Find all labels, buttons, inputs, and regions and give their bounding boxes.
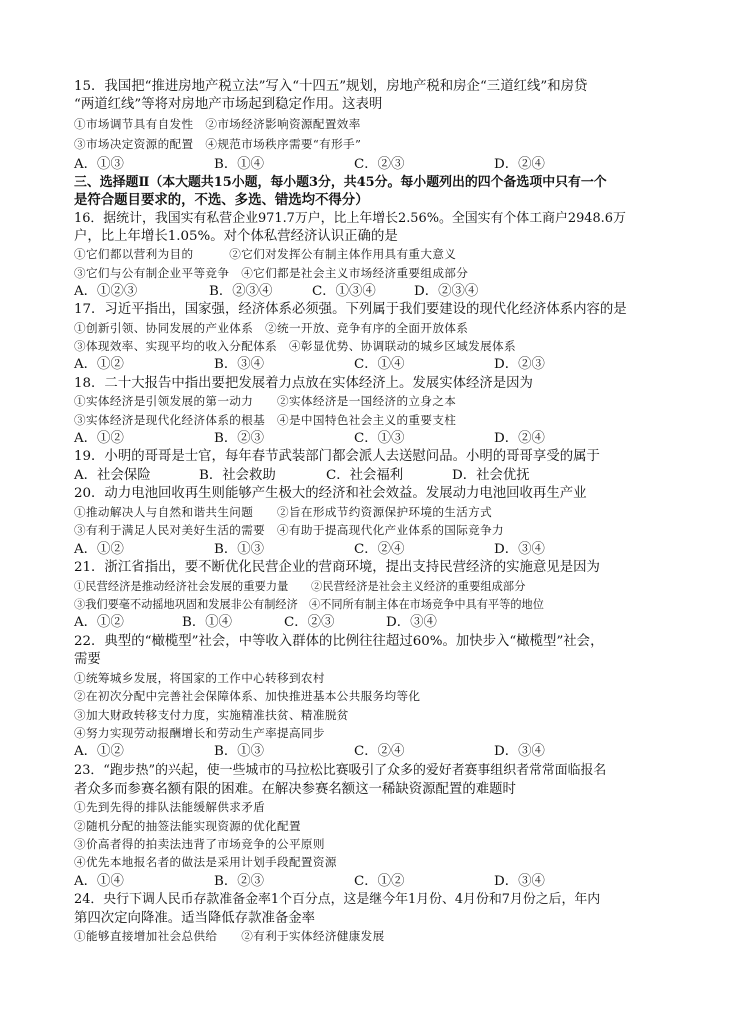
q21-choice-a[interactable]: A．①② bbox=[74, 615, 124, 630]
q19-choices bbox=[74, 466, 634, 485]
q22-choice-d[interactable]: D．③④ bbox=[494, 744, 545, 759]
q23-option-line3: ③价高者得的拍卖法违背了市场竞争的公平原则 bbox=[74, 837, 325, 851]
q17-choice-c[interactable]: C．①④ bbox=[354, 357, 405, 372]
q16-choice-b[interactable]: B．②③④ bbox=[209, 284, 273, 299]
q23-option-line2: ②随机分配的抽签法能实现资源的优化配置 bbox=[74, 819, 301, 833]
q20-option-line2: ③有利于满足人民对美好生活的需要 ④有助于提高现代化产业体系的国际竞争力 bbox=[74, 523, 504, 537]
q24-stem-line1: 24．央行下调人民币存款准备金率1个百分点，这是继今年1月份、4月份和7月份之后，年内 bbox=[74, 892, 601, 907]
q23-choice-b[interactable]: B．②③ bbox=[214, 874, 265, 889]
q18-stem-line1: 18．二十大报告中指出要把发展着力点放在实体经济上。发展实体经济是因为 bbox=[74, 376, 533, 391]
q15-stem-line1: 15．我国把“推进房地产税立法”写入“十四五”规划，房地产税和房企“三道红线”和房贷 bbox=[74, 79, 588, 94]
q17-choice-a[interactable]: A．①② bbox=[74, 357, 124, 372]
q17-stem-line1: 17．习近平指出，国家强，经济体系必须强。下列属于我们要建设的现代化经济体系内容的是 bbox=[74, 302, 627, 317]
q23-choice-c[interactable]: C．①② bbox=[354, 874, 405, 889]
q24-option-line1: ①能够直接增加社会总供给 ②有利于实体经济健康发展 bbox=[74, 929, 385, 943]
q15-choice-b[interactable]: B．①④ bbox=[214, 157, 265, 172]
q17-choice-d[interactable]: D．②③ bbox=[494, 357, 545, 372]
q19-choice-d[interactable]: D．社会优抚 bbox=[452, 468, 530, 483]
q17-choices bbox=[74, 355, 634, 374]
q16-choice-c[interactable]: C．①③④ bbox=[312, 284, 376, 299]
q22-stem-line2: 需要 bbox=[74, 652, 101, 667]
q22-option-line1: ①统筹城乡发展，将国家的工作中心转移到农村 bbox=[74, 671, 325, 685]
q23-choice-a[interactable]: A．①④ bbox=[74, 874, 124, 889]
q21-choices bbox=[74, 613, 634, 632]
q21-option-line2: ③我们要毫不动摇地巩固和发展非公有制经济 ④不同所有制主体在市场竞争中具有平等的地位 bbox=[74, 598, 544, 611]
q15-choice-d[interactable]: D．②④ bbox=[494, 157, 545, 172]
q19-choice-a[interactable]: A．社会保险 bbox=[74, 468, 151, 483]
q22-option-line4: ④努力实现劳动报酬增长和劳动生产率提高同步 bbox=[74, 726, 325, 740]
q21-choice-b[interactable]: B．①④ bbox=[182, 615, 233, 630]
q18-option-line2: ③实体经济是现代化经济体系的根基 ④是中国特色社会主义的重要支柱 bbox=[74, 413, 457, 427]
q20-choice-b[interactable]: B．①③ bbox=[214, 542, 265, 557]
section-header-line2: 是符合题目要求的，不选、多选、错选均不得分） bbox=[74, 192, 369, 208]
q16-stem-line2: 户，比上年增长1.05%。对个体私营经济认识正确的是 bbox=[74, 229, 398, 244]
q21-stem-line1: 21．浙江省指出，要不断优化民营企业的营商环境，提出支持民营经济的实施意见是因为 bbox=[74, 560, 600, 575]
q18-choice-a[interactable]: A．①② bbox=[74, 431, 124, 446]
q15-stem-line2: “两道红线”等将对房地产市场起到稳定作用。这表明 bbox=[74, 97, 383, 112]
q23-choices bbox=[74, 872, 634, 891]
q24-stem-line2: 第四次定向降准。适当降低存款准备金率 bbox=[74, 911, 316, 926]
q20-choice-c[interactable]: C．②④ bbox=[354, 542, 405, 557]
q21-choice-d[interactable]: D．③④ bbox=[386, 615, 437, 630]
q20-choice-a[interactable]: A．①② bbox=[74, 542, 124, 557]
q17-choice-b[interactable]: B．③④ bbox=[214, 357, 265, 372]
q15-option-line1: ①市场调节具有自发性 ②市场经济影响资源配置效率 bbox=[74, 117, 361, 131]
q19-choice-c[interactable]: C．社会福利 bbox=[326, 468, 404, 483]
q16-choice-d[interactable]: D．②③④ bbox=[414, 284, 479, 299]
q19-stem-line1: 19．小明的哥哥是士官，每年春节武装部门都会派人去送慰问品。小明的哥哥享受的属于 bbox=[74, 449, 600, 464]
q15-choices bbox=[74, 155, 634, 174]
q16-choice-a[interactable]: A．①②③ bbox=[74, 284, 138, 299]
q17-option-line2: ③体现效率、实现平均的收入分配体系 ④彰显优势、协调联动的城乡区域发展体系 bbox=[74, 339, 516, 353]
q23-choice-d[interactable]: D．③④ bbox=[494, 874, 545, 889]
q23-stem-line1: 23．“跑步热”的兴起，使一些城市的马拉松比赛吸引了众多的爱好者赛事组织者常常面临报名 bbox=[74, 763, 607, 778]
q16-choices bbox=[74, 282, 634, 301]
q18-option-line1: ①实体经济是引领发展的第一动力 ②实体经济是一国经济的立身之本 bbox=[74, 394, 457, 408]
q15-choice-a[interactable]: A．①③ bbox=[74, 157, 124, 172]
q15-option-line2: ③市场决定资源的配置 ④规范市场秩序需要“有形手” bbox=[74, 137, 362, 151]
q18-choice-d[interactable]: D．②④ bbox=[494, 431, 545, 446]
q23-option-line1: ①先到先得的排队法能缓解供求矛盾 bbox=[74, 800, 266, 814]
q19-choice-b[interactable]: B．社会救助 bbox=[199, 468, 276, 483]
q16-option-line2: ③它们与公有制企业平等竞争 ④它们都是社会主义市场经济重要组成部分 bbox=[74, 266, 469, 280]
q16-stem-line1: 16．据统计，我国实有私营企业971.7万户，比上年增长2.56%。全国实有个体工商户2948.6万 bbox=[74, 211, 626, 226]
q22-choice-b[interactable]: B．①③ bbox=[214, 744, 265, 759]
q16-option-line1: ①它们都以营利为目的 ②它们对发挥公有制主体作用具有重大意义 bbox=[74, 247, 457, 261]
q22-choice-a[interactable]: A．①② bbox=[74, 744, 124, 759]
q18-choice-c[interactable]: C．①③ bbox=[354, 431, 405, 446]
q22-option-line3: ③加大财政转移支付力度，实施精准扶贫、精准脱贫 bbox=[74, 708, 349, 722]
section-header-line1: 三、选择题Ⅱ（本大题共15小题，每小题3分，共45分。每小题列出的四个备选项中只有一个 bbox=[74, 175, 607, 190]
q18-choice-b[interactable]: B．②③ bbox=[214, 431, 265, 446]
q20-option-line1: ①推动解决人与自然和谐共生问题 ②旨在形成节约资源保护环境的生活方式 bbox=[74, 505, 493, 519]
q21-choice-c[interactable]: C．②③ bbox=[284, 615, 335, 630]
q22-stem-line1: 22．典型的“橄榄型”社会，中等收入群体的比例往往超过60%。加快步入“橄榄型”社会， bbox=[74, 634, 604, 649]
q20-choice-d[interactable]: D．③④ bbox=[494, 542, 545, 557]
q22-option-line2: ②在初次分配中完善社会保障体系、加快推进基本公共服务均等化 bbox=[74, 689, 421, 703]
q22-choice-c[interactable]: C．②④ bbox=[354, 744, 405, 759]
q17-option-line1: ①创新引领、协同发展的产业体系 ②统一开放、竞争有序的全面开放体系 bbox=[74, 321, 469, 335]
q21-option-line1: ①民营经济是推动经济社会发展的重要力量 ②民营经济是社会主义经济的重要组成部分 bbox=[74, 580, 526, 593]
q23-stem-line2: 者众多而参赛名额有限的困难。在解决参赛名额这一稀缺资源配置的难题时 bbox=[74, 782, 516, 797]
q23-option-line4: ④优先本地报名者的做法是采用计划手段配置资源 bbox=[74, 855, 337, 869]
q20-stem-line1: 20．动力电池回收再生则能够产生极大的经济和社会效益。发展动力电池回收再生产业 bbox=[74, 486, 587, 501]
q15-choice-c[interactable]: C．②③ bbox=[354, 157, 405, 172]
q20-choices bbox=[74, 540, 634, 559]
q18-choices bbox=[74, 429, 634, 448]
q22-choices bbox=[74, 742, 634, 761]
